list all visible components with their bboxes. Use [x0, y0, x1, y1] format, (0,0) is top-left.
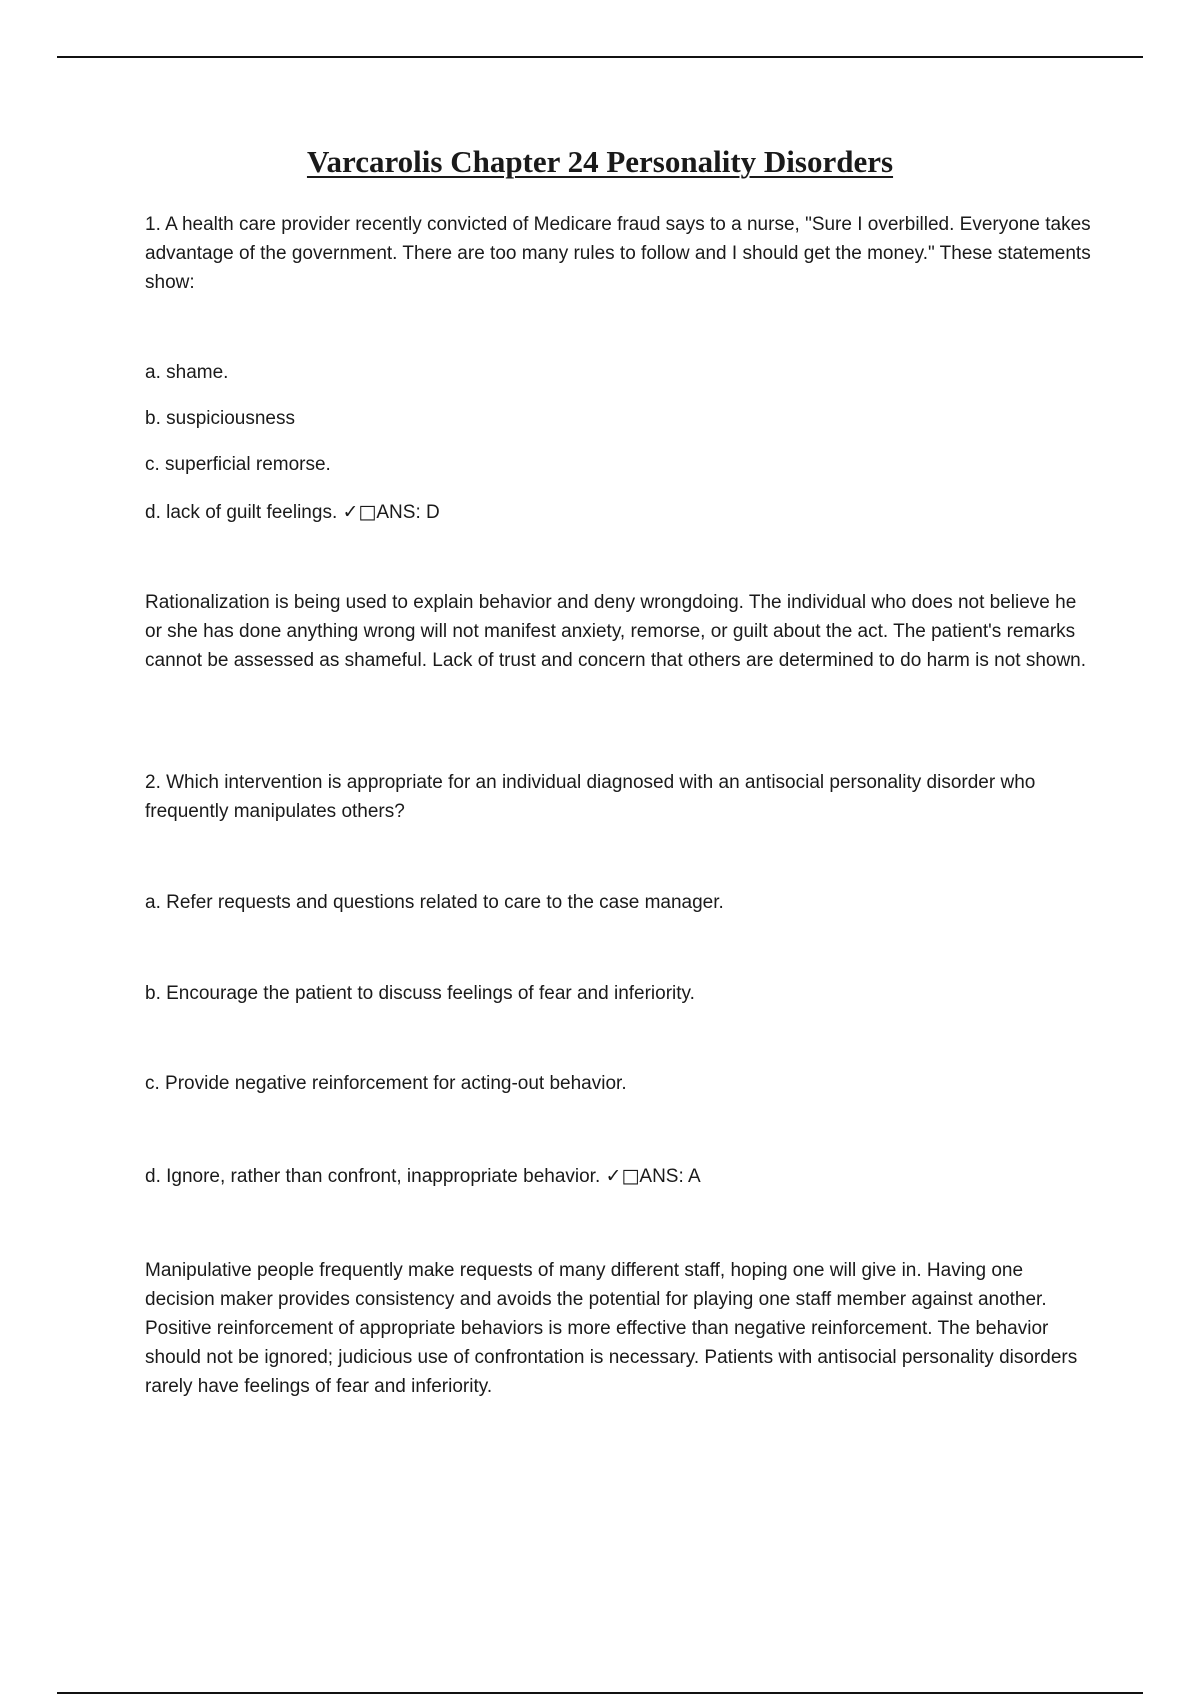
question-1-rationale: Rationalization is being used to explain behavior and deny wrongdoing. The individual who does not believe he or she has done anything wrong will not manifest anxiety, remorse, or guilt about the act. The patient's remarks cannot be assessed as shameful. Lack of trust and concern that others are determined to do harm is not shown. — [145, 592, 1087, 671]
question-1-option-b: b. suspiciousness — [145, 408, 295, 429]
check-mark-icon: ✓□ — [605, 1165, 640, 1187]
question-1-stem: 1. A health care provider recently convicted of Medicare fraud says to a nurse, "Sure I overbilled. Everyone takes advantage of the government. There are too many rules to follow and I should get the money." These statements show: — [145, 214, 1091, 293]
question-2-option-d: d. Ignore, rather than confront, inappropriate behavior. — [145, 1166, 601, 1187]
page-title: Varcarolis Chapter 24 Personality Disorders — [306, 144, 894, 179]
question-1-option-c: c. superficial remorse. — [145, 454, 331, 475]
question-2-answer: ANS: A — [639, 1166, 701, 1187]
question-2-rationale: Manipulative people frequently make requests of many different staff, hoping one will give in. Having one decision maker provides consistency and avoids the potential for playing one staff member against another. Positive reinforcement of appropriate behaviors is more effective than negative reinforcement. The behavior should not be ignored; judicious use of confrontation is necessary. Patients with antisocial personality disorders rarely have feelings of fear and inferiority. — [145, 1260, 1078, 1397]
question-1-option-a: a. shame. — [145, 362, 229, 383]
question-1-answer: ANS: D — [376, 502, 440, 523]
top-divider — [57, 56, 1143, 58]
check-mark-icon: ✓□ — [342, 501, 377, 523]
question-2-option-d-line — [145, 1162, 1095, 1191]
question-2-stem: 2. Which intervention is appropriate for an individual diagnosed with an antisocial personality disorder who frequently manipulates others? — [145, 772, 1036, 822]
question-1-option-d: d. lack of guilt feelings. — [145, 502, 338, 523]
question-2-option-a: a. Refer requests and questions related to care to the case manager. — [145, 892, 724, 913]
question-2-option-b: b. Encourage the patient to discuss feelings of fear and inferiority. — [145, 983, 695, 1004]
question-2-option-c: c. Provide negative reinforcement for acting-out behavior. — [145, 1073, 627, 1094]
bottom-divider — [57, 1692, 1143, 1694]
question-1-option-d-line — [145, 498, 1095, 527]
